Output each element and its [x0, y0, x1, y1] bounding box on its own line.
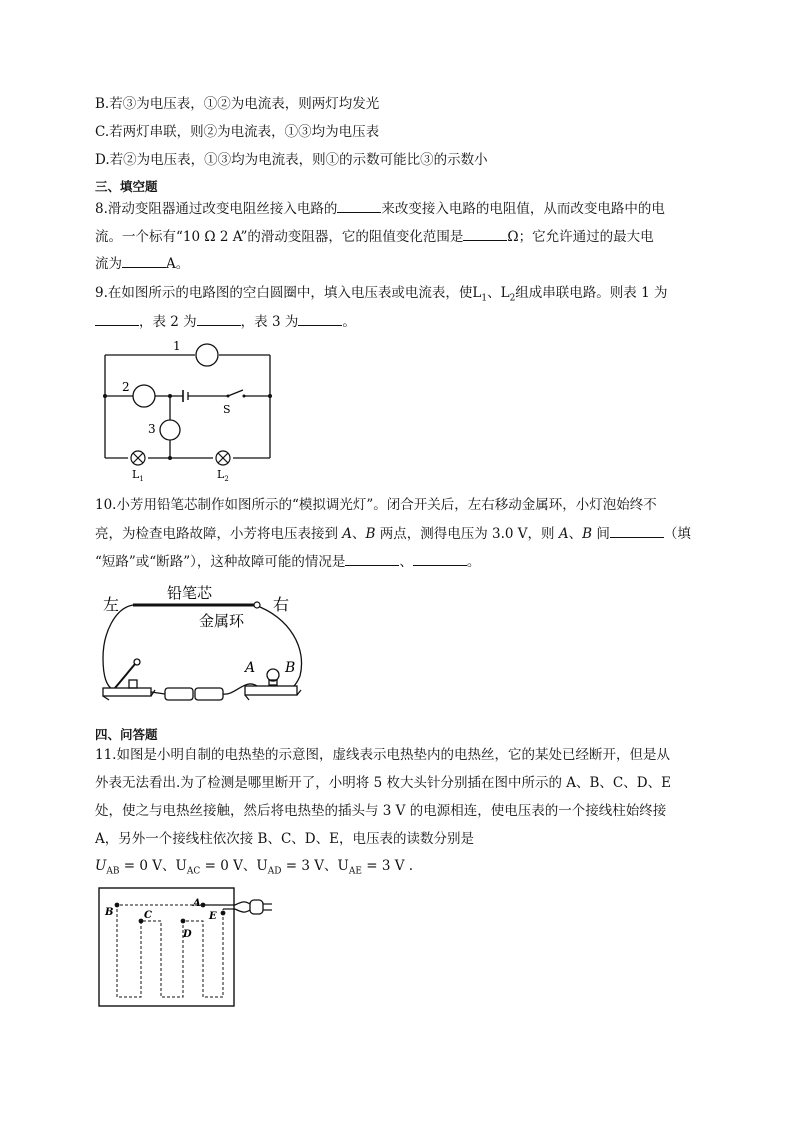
q11-line-1: 11.如图是小明自制的电热垫的示意图，虚线表示电热垫内的电热丝，它的某处已经断开，但是从	[95, 747, 670, 763]
q10-line-1: 10.小芳用铅笔芯制作如图所示的“模拟调光灯”。闭合开关后，左右移动金属环，小灯泡始终不	[95, 497, 657, 513]
pin-b-label: B	[105, 907, 114, 918]
lamp-l1-sub: 1	[139, 475, 144, 483]
label-right: 右	[273, 595, 290, 614]
lamp-l2-label	[217, 468, 229, 483]
q9-text: ，表 2 为	[139, 314, 197, 330]
q10-text: （填	[663, 526, 691, 542]
q10-line-2	[95, 523, 691, 544]
meter-3-label: 3	[148, 422, 156, 436]
switch-label: S	[223, 403, 231, 416]
answer-blank[interactable]	[197, 311, 241, 326]
voltage-symbol: U	[95, 858, 107, 874]
q11-text: = 3 V .	[361, 858, 414, 874]
meter-1-circle[interactable]	[196, 344, 218, 366]
q9-sub: 1	[481, 293, 488, 304]
q8-line-1	[95, 198, 665, 219]
q10-dimmer-diagram	[95, 578, 325, 708]
section-4-heading: 四、问答题	[95, 727, 158, 742]
plug-icon	[250, 900, 272, 914]
q8-text: 流为	[95, 256, 122, 272]
pin-e-label: E	[209, 911, 217, 922]
q10-text: 、	[352, 526, 366, 542]
q10-text: “短路”或“断路”），这种故障可能的情况是	[95, 554, 346, 570]
q10-text: 亮，为检查电路故障，小芳将电压表接到	[95, 526, 343, 542]
q9-line-1	[95, 283, 667, 309]
meter-1-label: 1	[173, 339, 181, 353]
q7-option-b: B.若③为电压表，①②为电流表，则两灯均发光	[95, 96, 380, 112]
answer-blank[interactable]	[337, 198, 381, 213]
q8-text: 来改变接入电路的电阻值，从而改变电路中的电	[381, 201, 665, 217]
q10-text: 、	[568, 526, 583, 542]
heating-wire	[117, 905, 223, 997]
q9-text: 、L	[487, 285, 510, 301]
meter-2-circle[interactable]	[133, 385, 155, 407]
answer-blank[interactable]	[95, 311, 139, 326]
lamp-l2-icon	[216, 451, 230, 465]
pin-c-label: C	[144, 910, 152, 921]
label-point-a: A	[245, 660, 256, 676]
meter-3-circle[interactable]	[160, 420, 180, 440]
lamp-l2-letter: L	[217, 468, 225, 481]
meter-2-label: 2	[122, 380, 130, 394]
q11-line-3: 处，使之与电热丝接触，然后将电热垫的插头与 3 V 的电源相连，使电压表的一个接线柱始终接	[95, 803, 667, 819]
lamp-l2-sub: 2	[224, 475, 229, 483]
label-metal-ring: 金属环	[199, 612, 245, 630]
q8-text: Ω；它允许通过的最大电	[507, 229, 654, 245]
voltage-sub: AE	[348, 866, 362, 877]
label-left: 左	[103, 595, 120, 614]
q11-text: = 3 V、U	[281, 858, 349, 874]
label-point-b: B	[285, 660, 296, 676]
answer-blank[interactable]	[463, 226, 507, 241]
point-b: B	[365, 526, 376, 542]
section-3-heading: 三、填空题	[95, 179, 158, 194]
q11-line-4: A，另外一个接线柱依次接 B、C、D、E，电压表的读数分别是	[95, 831, 474, 847]
q10-text: 。	[466, 554, 481, 570]
q7-option-d: D.若②为电压表，①③均为电流表，则①的示数可能比③的示数小	[95, 152, 488, 168]
q8-line-2	[95, 226, 654, 247]
lamp-l1-icon	[131, 451, 145, 465]
pin-d-label: D	[183, 929, 192, 940]
lamp-l1-label	[132, 468, 144, 483]
lamp-l1-letter: L	[132, 468, 140, 481]
answer-blank[interactable]	[122, 253, 166, 268]
q8-text: 8.滑动变阻器通过改变电阻丝接入电路的	[95, 201, 338, 217]
q10-text: 两点，测得电压为 3.0 V，则	[375, 526, 559, 542]
q10-text: 间	[592, 526, 610, 542]
q11-line-2: 外表无法看出.为了检测是哪里断开了，小明将 5 枚大头针分别插在图中所示的 A、B、C、D、E	[95, 775, 671, 791]
q9-sub: 2	[509, 293, 516, 304]
q11-voltages	[95, 856, 413, 882]
point-a: A	[342, 526, 353, 542]
answer-blank[interactable]	[610, 523, 664, 538]
q10-text: 、	[399, 554, 413, 570]
q11-heating-pad-diagram	[95, 885, 275, 1010]
q9-line-2	[95, 311, 356, 332]
voltage-sub: AC	[186, 866, 201, 877]
metal-ring-icon	[254, 602, 260, 608]
answer-blank[interactable]	[298, 311, 342, 326]
q8-text: A。	[166, 256, 190, 272]
answer-blank[interactable]	[413, 551, 467, 566]
voltage-sub: AB	[106, 866, 120, 877]
q9-circuit-diagram	[95, 335, 285, 485]
q7-option-c: C.若两灯串联，则②为电流表，①③均为电压表	[95, 124, 380, 140]
q8-line-3	[95, 253, 189, 274]
label-pencil-lead: 铅笔芯	[167, 584, 213, 602]
q9-text: 组成串联电路。则表 1 为	[515, 285, 668, 301]
voltage-sub: AD	[267, 866, 282, 877]
q11-text: = 0 V、U	[119, 858, 187, 874]
q9-text: 9.在如图所示的电路图的空白圆圈中，填入电压表或电流表，使L	[95, 285, 482, 301]
pin-a-label: A	[193, 898, 201, 909]
q8-text: 流。一个标有“10 Ω 2 A”的滑动变阻器，它的阻值变化范围是	[95, 229, 464, 245]
point-a: A	[558, 526, 569, 542]
q10-line-3	[95, 551, 480, 572]
q9-text: ，表 3 为	[240, 314, 299, 330]
q9-text: 。	[342, 314, 356, 330]
answer-blank[interactable]	[345, 551, 399, 566]
point-b: B	[582, 526, 593, 542]
q11-text: = 0 V、U	[200, 858, 268, 874]
